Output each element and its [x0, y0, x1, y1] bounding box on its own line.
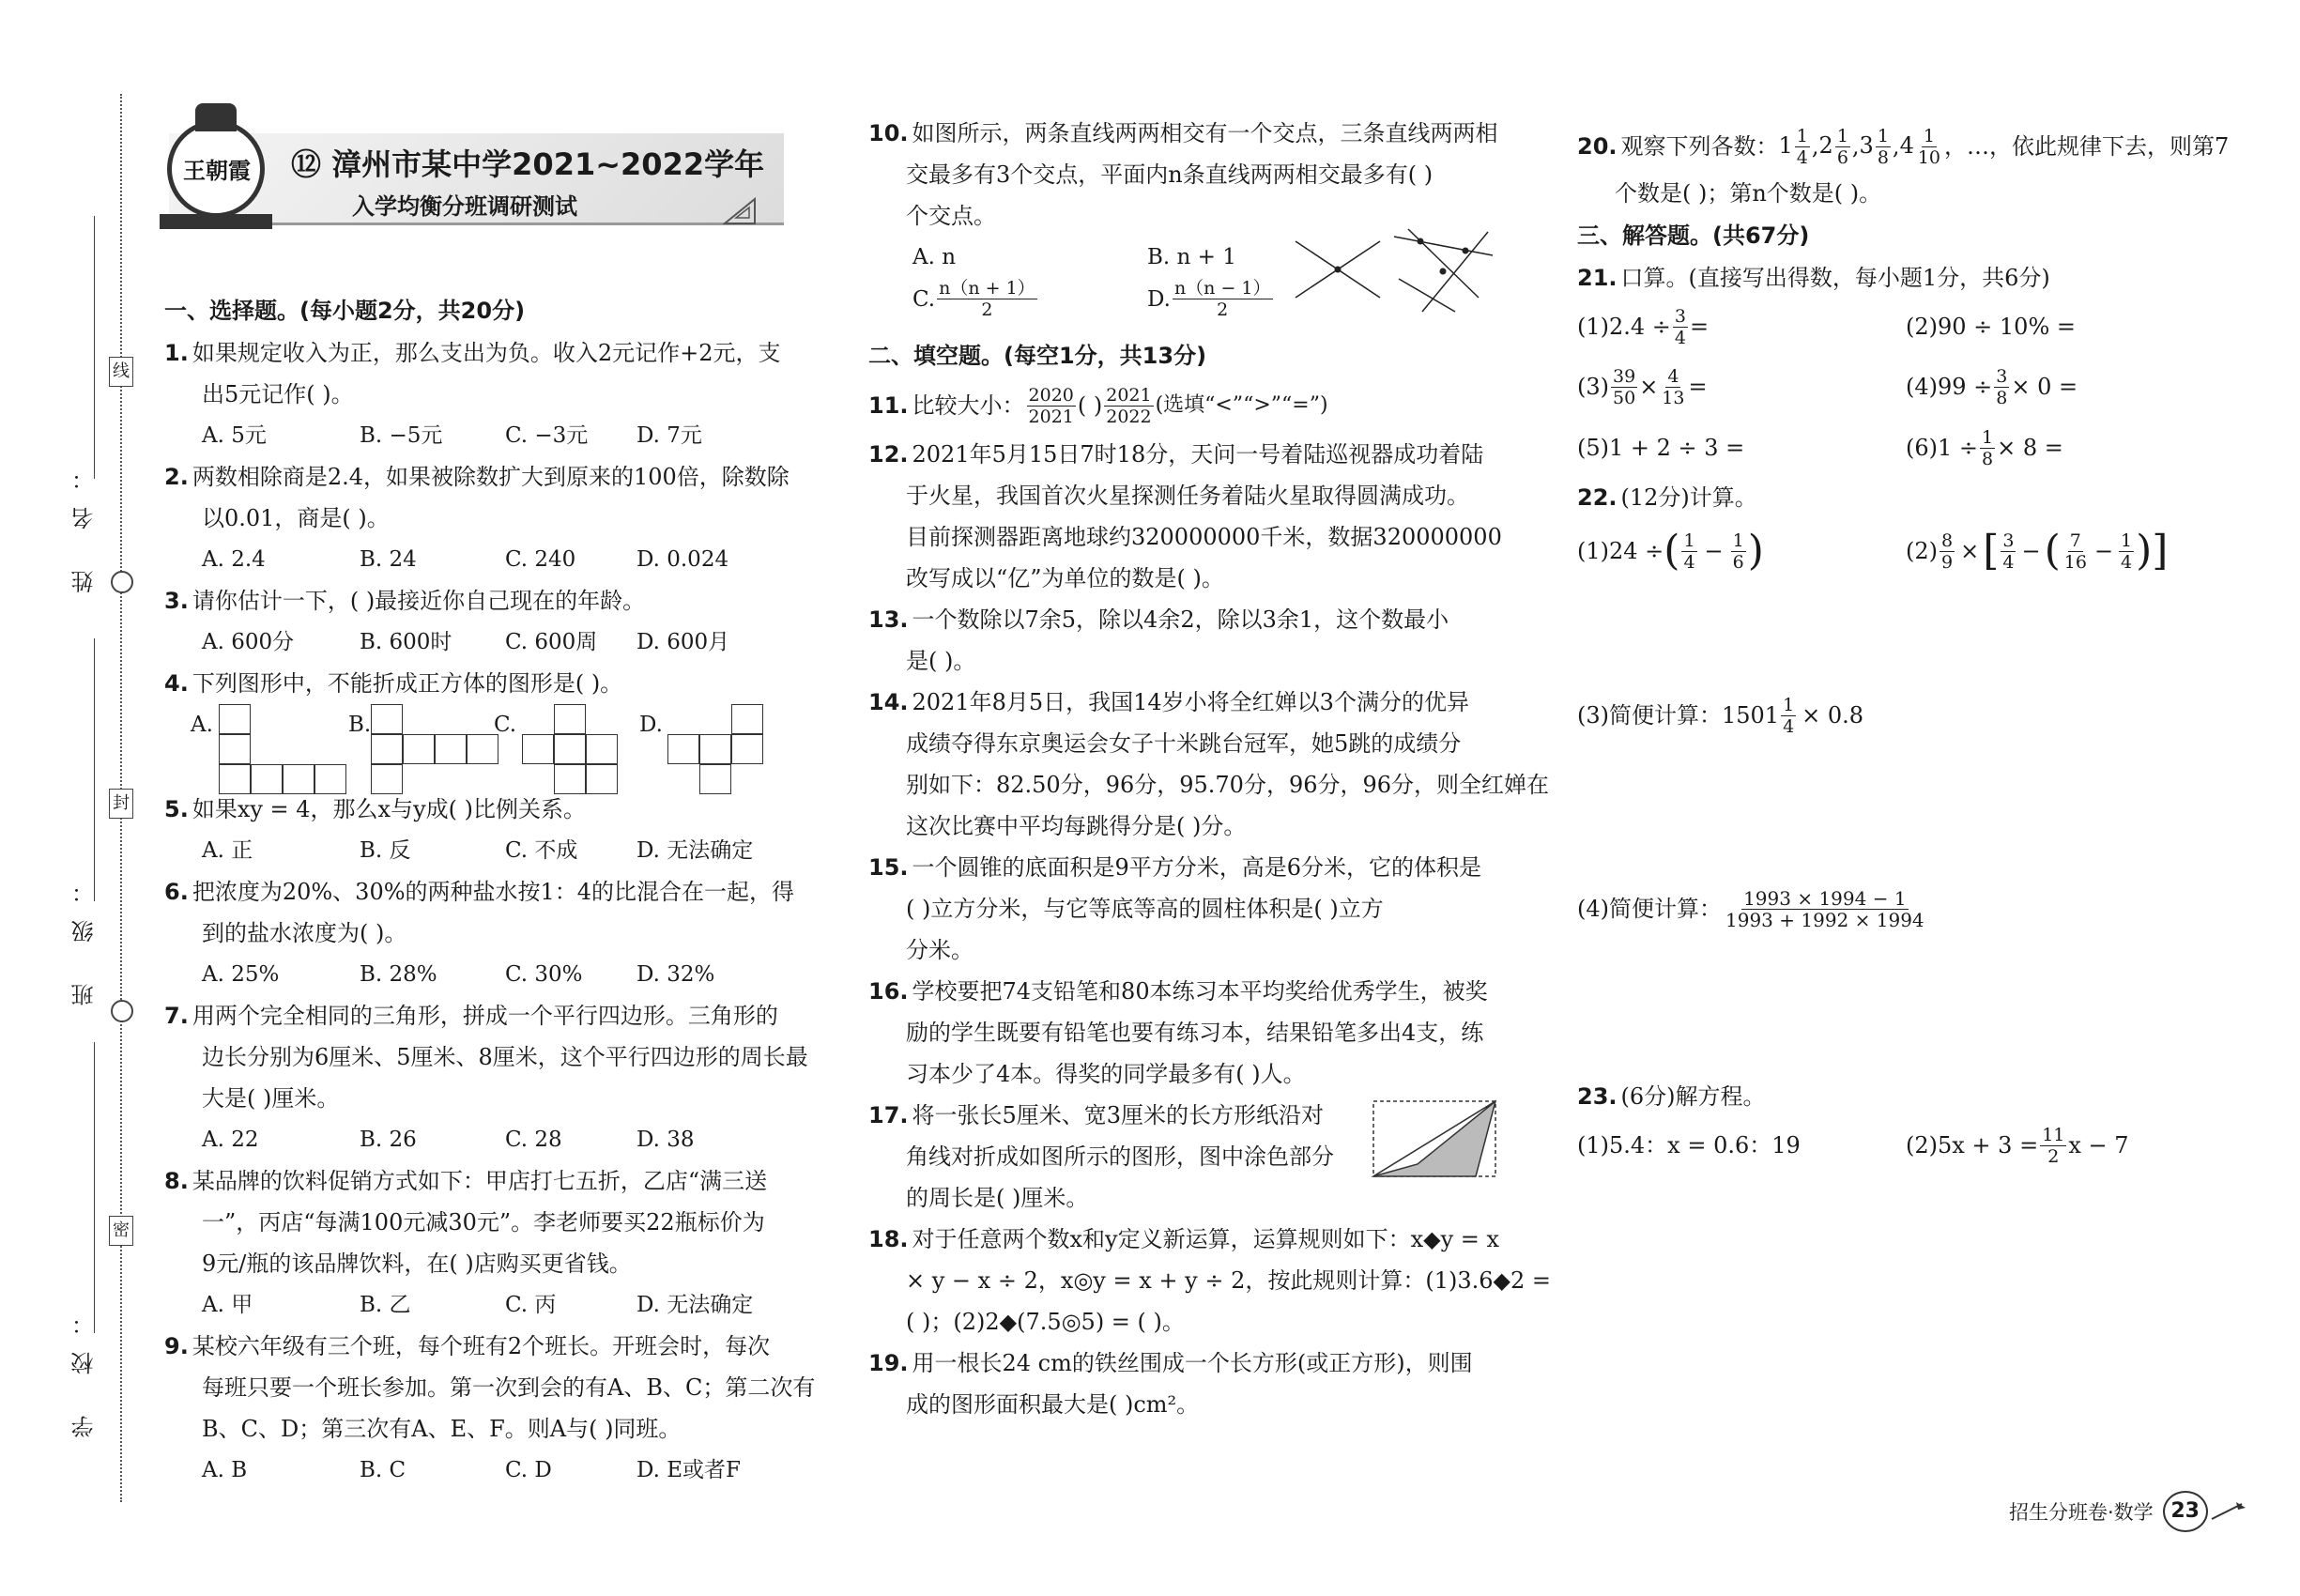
question-23 [1577, 1076, 2234, 1174]
option-a[interactable]: A. B [202, 1458, 248, 1482]
mixed-number: 2 $\frac{1}{6}$ [1818, 126, 1848, 168]
question-number: 12. [868, 441, 909, 468]
option-b[interactable]: B. 600时 [360, 630, 452, 654]
question-text: 是( )。 [906, 648, 976, 674]
option-b[interactable]: B. n + 1 [1147, 245, 1236, 269]
option-a[interactable] [191, 704, 348, 789]
option-a[interactable]: A. 25% [202, 962, 280, 987]
question-text: 一个数除以7余5，除以4余2，除以3余1，这个数最小 [912, 606, 1449, 633]
question-text: 把浓度为20%、30%的两种盐水按1：4的比混合在一起，得 [192, 879, 795, 905]
question-text: 一”，丙店“每满100元减30元”。李老师要买22瓶标价为 [202, 1209, 765, 1235]
question-text: 一个圆锥的底面积是9平方分米，高是6分米，它的体积是 [912, 854, 1482, 881]
question-text: 对于任意两个数x和y定义新运算，运算规则如下：x◆y = x [912, 1226, 1500, 1252]
option-a[interactable]: A. 正 [202, 838, 253, 863]
question-text: 成的图形面积最大是( )cm²。 [906, 1391, 1200, 1418]
fraction [1027, 385, 1076, 427]
question-text: 于火星，我国首次火星探测任务着陆火星取得圆满成功。 [906, 483, 1469, 509]
question-text: 到的盐水浓度为( )。 [202, 920, 407, 946]
binding-hole [111, 571, 133, 593]
option-label: C. [912, 286, 936, 312]
mixed-number: 3 $\frac{1}{8}$ [1859, 126, 1889, 168]
question-text: 如果xy = 4，那么x与y成( )比例关系。 [192, 796, 587, 822]
question-16 [868, 971, 1516, 1095]
question-text: 习本少了4本。得奖的同学最多有( )人。 [906, 1061, 1306, 1087]
question-6 [164, 871, 798, 995]
question-17 [868, 1095, 1516, 1219]
question-text: 成绩夺得东京奥运会女子十米跳台冠军，她5跳的成绩分 [906, 730, 1462, 757]
numerator: n（n + 1） [939, 278, 1035, 299]
options [164, 830, 798, 871]
page-number: 23 [2163, 1491, 2208, 1532]
question-5 [164, 789, 798, 871]
cube-net-d [667, 704, 763, 789]
option-d[interactable] [1147, 278, 1275, 320]
option-b[interactable]: B. −5元 [360, 423, 443, 448]
fraction [1104, 385, 1153, 427]
question-text: 大是( )厘米。 [202, 1085, 340, 1112]
question-text: 个交点。 [906, 203, 996, 229]
logo-seal [160, 103, 272, 225]
question-text: 这次比赛中平均每跳得分是( )分。 [906, 813, 1247, 839]
problem-21-3: (3) $\frac{39}{50}$ × $\frac{4}{13}$ = [1577, 365, 1708, 408]
question-13 [868, 599, 1516, 682]
mixed-number: 4 $\frac{1}{10}$ [1899, 126, 1941, 168]
option-a[interactable]: A. 5元 [202, 423, 267, 448]
problem-22-2: (2) $\frac{8}{9}$ × [ $\frac{3}{4}$ − ( $\frac{7}{16}$ − $\frac{1}{4}$ )] [1906, 527, 2169, 575]
question-text: ，…，依此规律下去，则第7 [1944, 133, 2230, 160]
question-text: 9元/瓶的该品牌饮料，在( )店购买更省钱。 [202, 1251, 632, 1277]
footer-text: 招生分班卷·数学 [2009, 1501, 2154, 1524]
question-number: 22. [1577, 484, 1618, 511]
seal-mark: 封 [109, 789, 133, 819]
question-number: 3. [164, 588, 189, 614]
question-number: 1. [164, 340, 189, 366]
option-a[interactable]: A. 22 [202, 1128, 259, 1152]
mixed-number: 1 $\frac{1}{4}$ [1778, 126, 1808, 168]
question-text: 角线对折成如图所示的图形，图中涂色部分 [906, 1143, 1334, 1170]
problem-21-6: (6)1 ÷ $\frac{1}{8}$ × 8 = [1906, 426, 2063, 469]
section-heading-fill: 二、填空题。(每空1分，共13分) [868, 343, 1207, 369]
option-a[interactable]: A. 600分 [202, 630, 295, 654]
option-a[interactable]: A. 甲 [202, 1293, 253, 1317]
column-3 [1577, 120, 2234, 1174]
numerator: n（n − 1） [1173, 278, 1271, 299]
header [150, 94, 789, 244]
question-text: 将一张长5厘米、宽3厘米的长方形纸沿对 [912, 1102, 1325, 1128]
option-c[interactable] [912, 278, 1039, 320]
question-text: 分米。 [906, 937, 974, 963]
question-text: 的周长是( )厘米。 [906, 1185, 1089, 1211]
question-22 [1577, 477, 2234, 935]
question-number: 8. [164, 1168, 189, 1194]
problem-23-2: (2)5x + 3 = $\frac{11}{2}$ x − 7 [1906, 1124, 2129, 1167]
triangle-ruler-icon [723, 197, 757, 225]
options [164, 539, 798, 580]
question-text: 交最多有3个交点，平面内n条直线两两相交最多有( ) [906, 161, 1434, 188]
question-text: 请你估计一下，( )最接近你自己现在的年龄。 [192, 588, 646, 614]
answer-blank[interactable]: ( ) [1077, 392, 1103, 419]
question-18 [868, 1219, 1551, 1343]
question-text: 以0.01，商是( )。 [202, 505, 390, 531]
binding-hole [111, 1000, 133, 1022]
cube-net-b [371, 704, 498, 789]
denominator: 2022 [1106, 406, 1152, 427]
question-text: 用两个完全相同的三角形，拼成一个平行四边形。三角形的 [192, 1003, 778, 1029]
question-text: 2021年8月5日，我国14岁小将全红婵以3个满分的优异 [912, 689, 1469, 715]
option-label: A. [191, 713, 213, 737]
option-label: D. [639, 713, 663, 737]
question-text: 下列图形中，不能折成正方体的图形是( )。 [192, 670, 623, 697]
question-text: ( )立方分米，与它等底等高的圆柱体积是( )立方 [906, 896, 1384, 922]
question-text: 出5元记作( )。 [202, 381, 354, 407]
option-c[interactable] [494, 704, 639, 789]
question-text: 学校要把74支铅笔和80本练习本平均奖给优秀学生，被奖 [912, 978, 1488, 1005]
question-number: 2. [164, 464, 189, 490]
problem-22-4: (4)简便计算： $\frac{1993 \times 1994 - 1}{1993 + 1992 \times 1994}$ [1577, 886, 1924, 931]
column-2 [868, 113, 1551, 1425]
option-d[interactable] [639, 704, 763, 789]
question-number: 21. [1577, 265, 1618, 291]
question-number: 9. [164, 1333, 189, 1359]
question-number: 6. [164, 879, 189, 905]
question-number: 7. [164, 1003, 189, 1029]
question-number: 18. [868, 1226, 909, 1252]
option-b[interactable]: B. 24 [360, 547, 417, 572]
section-heading-solve: 三、解答题。(共67分) [1577, 223, 1810, 249]
question-number: 17. [868, 1102, 909, 1128]
problem-22-1: (1)24 ÷ ( $\frac{1}{4}$ − $\frac{1}{6}$ ) [1577, 527, 1764, 575]
footer [2009, 1491, 2247, 1532]
question-7 [164, 995, 808, 1160]
option-b[interactable] [348, 704, 494, 789]
question-4 [164, 663, 798, 789]
option-c[interactable]: C. 28 [505, 1128, 562, 1152]
question-text: 比较大小： [912, 392, 1025, 419]
question-19 [868, 1343, 1516, 1425]
question-text: (选填“<”“>”“=”) [1155, 393, 1328, 417]
option-d[interactable]: D. 0.024 [636, 547, 729, 572]
options [164, 622, 798, 663]
question-text: 边长分别为6厘米、5厘米、8厘米，这个平行四边形的周长最 [202, 1044, 808, 1070]
intersecting-lines-figure [1291, 227, 1507, 321]
option-label: D. [1147, 286, 1171, 312]
option-a[interactable]: A. n [912, 245, 957, 269]
question-number: 11. [868, 392, 909, 419]
option-d[interactable]: D. E或者F [636, 1458, 741, 1482]
line-mark: 线 [109, 357, 133, 387]
paper-subtitle: 入学均衡分班调研测试 [352, 193, 577, 220]
problem-23-1: (1)5.4：x = 0.6：19 [1577, 1132, 1801, 1159]
options [164, 415, 798, 456]
cube-net-c [522, 704, 618, 789]
question-text: 口算。(直接写出得数，每小题1分，共6分) [1620, 265, 2050, 291]
problem-21-1: (1)2.4 ÷ $\frac{3}{4}$ = [1577, 305, 1710, 348]
question-number: 16. [868, 978, 909, 1005]
question-text: 2021年5月15日7时18分，天问一号着陆巡视器成功着陆 [912, 441, 1484, 468]
question-text: 某校六年级有三个班，每个班有2个班长。开班会时，每次 [192, 1333, 771, 1359]
option-a[interactable]: A. 2.4 [202, 547, 266, 572]
question-14 [868, 682, 1550, 847]
paper-title: 漳州市某中学2021~2022学年 [331, 146, 765, 182]
denominator: 2 [981, 299, 993, 320]
option-b[interactable]: B. 28% [360, 962, 437, 987]
option-label: C. [494, 713, 517, 737]
question-text: 个数是( )；第n个数是( )。 [1615, 180, 1882, 207]
option-c[interactable]: C. 丙 [505, 1293, 557, 1317]
question-number: 19. [868, 1350, 909, 1376]
option-c[interactable]: C. 600周 [505, 630, 598, 654]
numerator: 2020 [1028, 384, 1074, 406]
folded-rectangle-figure [1371, 1098, 1502, 1181]
name-label: 姓 名： [71, 451, 98, 593]
question-text: 如果规定收入为正，那么支出为负。收入2元记作+2元，支 [192, 340, 781, 366]
option-d[interactable]: D. 600月 [636, 630, 730, 654]
option-b[interactable]: B. C [360, 1458, 406, 1482]
option-d[interactable]: D. 7元 [636, 423, 702, 448]
option-d[interactable]: D. 无法确定 [636, 838, 754, 863]
option-b[interactable]: B. 乙 [360, 1293, 411, 1317]
problem-21-4: (4)99 ÷ $\frac{3}{8}$ × 0 = [1906, 365, 2078, 408]
option-d[interactable]: D. 无法确定 [636, 1293, 754, 1317]
denominator: 2 [1217, 299, 1229, 320]
question-text: (12分)计算。 [1620, 484, 1757, 511]
question-text: 励的学生既要有铅笔也要有练习本，结果铅笔多出4支，练 [906, 1020, 1484, 1046]
problem-22-3: (3)简便计算：1501 $\frac{1}{4}$ × 0.8 [1577, 694, 1864, 737]
question-10 [868, 113, 1516, 330]
question-text: 某品牌的饮料促销方式如下：甲店打七五折，乙店“满三送 [192, 1168, 768, 1194]
problem-21-2: (2)90 ÷ 10% = [1906, 314, 2076, 340]
question-number: 4. [164, 670, 189, 697]
option-d[interactable]: D. 32% [636, 962, 715, 987]
question-2 [164, 456, 798, 580]
question-number: 5. [164, 796, 189, 822]
problem-21-5: (5)1 + 2 ÷ 3 = [1577, 435, 1745, 461]
question-text: 用一根长24 cm的铁丝围成一个长方形(或正方形)，则围 [912, 1350, 1473, 1376]
question-20: 20. 观察下列各数： 1 $\frac{1}{4}$ , 2 $\frac{1}{6}$ , 3 $\frac{1}{8}$ , 4 $\frac{1}{10}$ ，…，依此规律下去，则第7 个数是( )；第n个数是( )。 [1577, 120, 2234, 214]
column-1 [164, 289, 816, 1491]
option-c[interactable]: C. 240 [505, 547, 576, 572]
denominator: 2021 [1028, 406, 1074, 427]
question-text: (6分)解方程。 [1620, 1083, 1766, 1110]
option-c[interactable]: C. 不成 [505, 838, 578, 863]
question-number: 15. [868, 854, 909, 881]
option-c[interactable]: C. 30% [505, 962, 583, 987]
question-text: 如图所示，两条直线两两相交有一个交点，三条直线两两相 [912, 120, 1498, 146]
question-text: 目前探测器距离地球约320000000千米，数据320000000 [906, 524, 1502, 550]
school-label: 学 校： [71, 1296, 98, 1438]
options [164, 1119, 798, 1160]
question-3 [164, 580, 798, 663]
question-number: 20. [1577, 133, 1618, 160]
question-number: 14. [868, 689, 909, 715]
question-9 [164, 1326, 816, 1491]
cube-net-a [219, 704, 346, 789]
numerator: 2021 [1106, 384, 1152, 406]
question-number: 10. [868, 120, 909, 146]
section-heading-choice: 一、选择题。(每小题2分，共20分) [164, 298, 526, 324]
question-text: B、C、D；第三次有A、E、F。则A与( )同班。 [202, 1416, 682, 1442]
question-text: 改写成以“亿”为单位的数是( )。 [906, 565, 1224, 591]
question-15 [868, 847, 1516, 971]
fraction [937, 278, 1037, 320]
options [164, 1284, 798, 1326]
class-label: 班 级： [71, 864, 98, 1006]
logo-text: 王朝霞 [183, 157, 251, 184]
option-b[interactable]: B. 反 [360, 838, 411, 863]
question-text: 两数相除商是2.4，如果被除数扩大到原来的100倍，除数除 [192, 464, 790, 490]
option-b[interactable]: B. 26 [360, 1128, 417, 1152]
option-d[interactable]: D. 38 [636, 1128, 695, 1152]
question-8 [164, 1160, 798, 1326]
question-number: 23. [1577, 1083, 1618, 1110]
question-text: × y − x ÷ 2，x◎y = x + y ÷ 2，按此规则计算：(1)3.6◆2 = [906, 1267, 1551, 1294]
question-text: ( )；(2)2◆(7.5◎5) = ( )。 [906, 1309, 1185, 1335]
question-12 [868, 434, 1516, 599]
options [164, 954, 798, 995]
pen-icon [2210, 1500, 2247, 1523]
question-number: 13. [868, 606, 909, 633]
option-c[interactable]: C. D [505, 1458, 552, 1482]
option-c[interactable]: C. −3元 [505, 423, 589, 448]
question-text: 观察下列各数： [1620, 133, 1779, 160]
paper-number-badge: ⑫ [291, 146, 322, 182]
mi-mark: 密 [109, 1216, 133, 1246]
question-21 [1577, 257, 2234, 477]
question-1 [164, 332, 798, 456]
question-text: 别如下：82.50分，96分，95.70分，96分，96分，则全红婵在 [906, 772, 1550, 798]
question-11 [868, 377, 1516, 434]
question-text: 每班只要一个班长参加。第一次到会的有A、B、C；第二次有 [202, 1374, 816, 1401]
options [164, 1450, 798, 1491]
fraction [1173, 278, 1273, 320]
option-label: B. [348, 713, 372, 737]
